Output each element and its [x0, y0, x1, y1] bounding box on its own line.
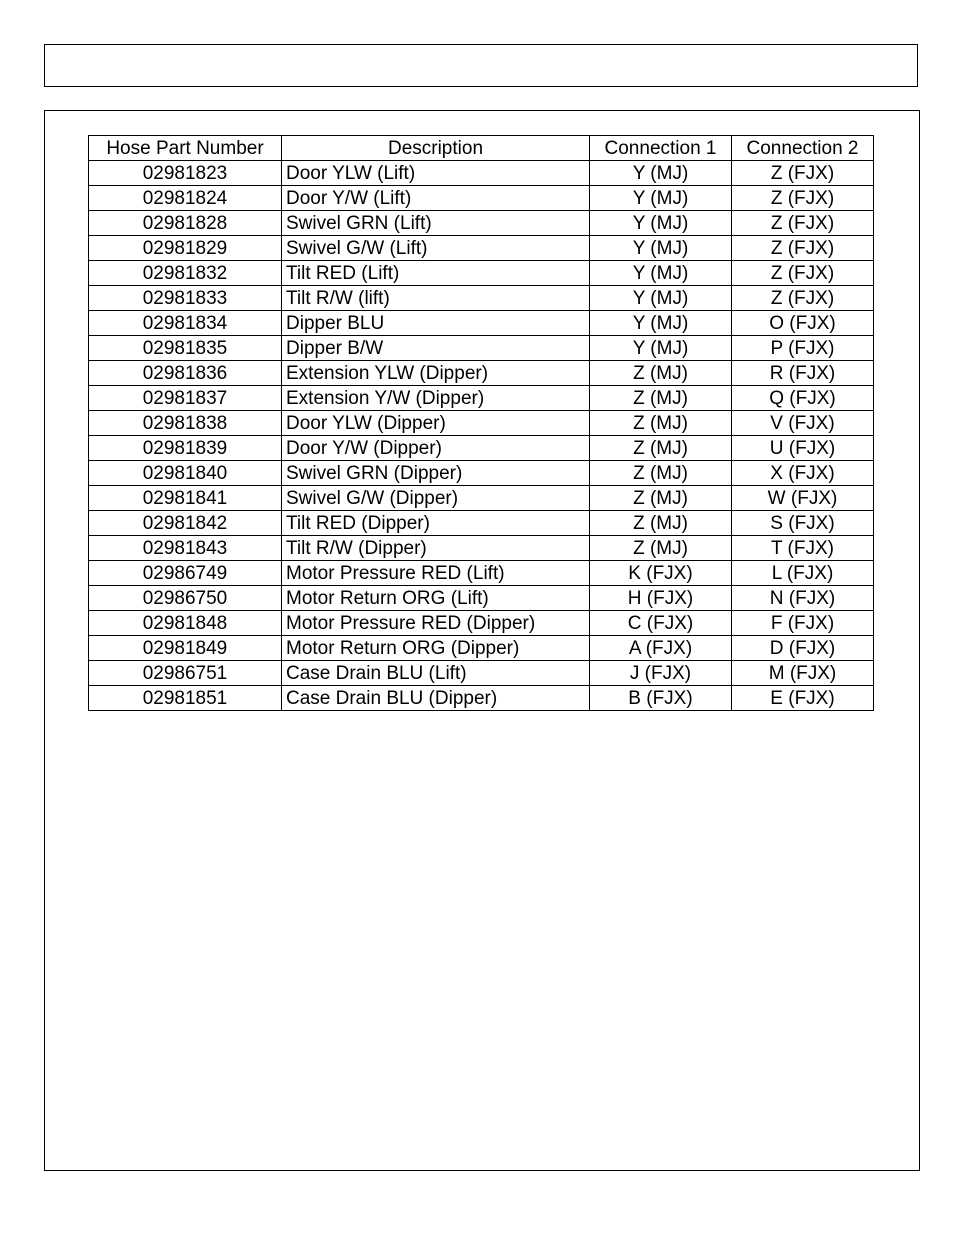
- table-row: [89, 561, 874, 586]
- cell-hose-part-number: 02986749: [89, 561, 282, 586]
- cell-description: Tilt RED (Dipper): [282, 511, 590, 536]
- cell-description: Swivel GRN (Lift): [282, 211, 590, 236]
- table-row: [89, 361, 874, 386]
- cell-connection-2: U (FJX): [732, 436, 874, 461]
- cell-connection-2: P (FJX): [732, 336, 874, 361]
- cell-connection-1: Z (MJ): [590, 461, 732, 486]
- table-row: [89, 311, 874, 336]
- cell-hose-part-number: 02981848: [89, 611, 282, 636]
- cell-connection-2: X (FJX): [732, 461, 874, 486]
- hose-table: [88, 135, 874, 711]
- cell-connection-1: A (FJX): [590, 636, 732, 661]
- table-row: [89, 511, 874, 536]
- header-connection-2: Connection 2: [732, 136, 874, 161]
- cell-hose-part-number: 02981849: [89, 636, 282, 661]
- cell-hose-part-number: 02981829: [89, 236, 282, 261]
- cell-connection-1: Z (MJ): [590, 361, 732, 386]
- cell-connection-2: O (FJX): [732, 311, 874, 336]
- cell-hose-part-number: 02981833: [89, 286, 282, 311]
- cell-description: Motor Pressure RED (Lift): [282, 561, 590, 586]
- cell-hose-part-number: 02981834: [89, 311, 282, 336]
- cell-hose-part-number: 02986750: [89, 586, 282, 611]
- cell-description: Case Drain BLU (Lift): [282, 661, 590, 686]
- cell-connection-2: Z (FJX): [732, 186, 874, 211]
- cell-description: Extension Y/W (Dipper): [282, 386, 590, 411]
- cell-connection-2: Z (FJX): [732, 211, 874, 236]
- table-row: [89, 386, 874, 411]
- cell-hose-part-number: 02981841: [89, 486, 282, 511]
- cell-connection-2: S (FJX): [732, 511, 874, 536]
- cell-connection-1: Y (MJ): [590, 186, 732, 211]
- cell-description: Door YLW (Lift): [282, 161, 590, 186]
- cell-connection-2: R (FJX): [732, 361, 874, 386]
- cell-connection-1: Z (MJ): [590, 511, 732, 536]
- cell-connection-1: K (FJX): [590, 561, 732, 586]
- cell-connection-1: H (FJX): [590, 586, 732, 611]
- cell-description: Tilt R/W (Dipper): [282, 536, 590, 561]
- cell-connection-1: C (FJX): [590, 611, 732, 636]
- cell-connection-2: D (FJX): [732, 636, 874, 661]
- cell-description: Case Drain BLU (Dipper): [282, 686, 590, 711]
- cell-hose-part-number: 02981836: [89, 361, 282, 386]
- cell-connection-1: B (FJX): [590, 686, 732, 711]
- cell-connection-1: Y (MJ): [590, 211, 732, 236]
- cell-connection-2: L (FJX): [732, 561, 874, 586]
- table-row: [89, 411, 874, 436]
- cell-hose-part-number: 02986751: [89, 661, 282, 686]
- cell-connection-1: Z (MJ): [590, 436, 732, 461]
- table-header-row: [89, 136, 874, 161]
- table-row: [89, 586, 874, 611]
- cell-connection-1: Z (MJ): [590, 536, 732, 561]
- table-row: [89, 236, 874, 261]
- cell-hose-part-number: 02981823: [89, 161, 282, 186]
- cell-connection-2: E (FJX): [732, 686, 874, 711]
- cell-connection-1: Y (MJ): [590, 286, 732, 311]
- cell-connection-2: T (FJX): [732, 536, 874, 561]
- cell-connection-2: Z (FJX): [732, 161, 874, 186]
- cell-hose-part-number: 02981828: [89, 211, 282, 236]
- cell-connection-1: Y (MJ): [590, 261, 732, 286]
- table-row: [89, 261, 874, 286]
- cell-description: Dipper B/W: [282, 336, 590, 361]
- cell-description: Door YLW (Dipper): [282, 411, 590, 436]
- table-row: [89, 686, 874, 711]
- cell-connection-1: Y (MJ): [590, 311, 732, 336]
- cell-connection-2: F (FJX): [732, 611, 874, 636]
- cell-connection-2: M (FJX): [732, 661, 874, 686]
- cell-connection-1: Z (MJ): [590, 386, 732, 411]
- cell-connection-1: Z (MJ): [590, 411, 732, 436]
- cell-connection-1: Y (MJ): [590, 236, 732, 261]
- table-row: [89, 636, 874, 661]
- table-row: [89, 186, 874, 211]
- cell-connection-1: Y (MJ): [590, 161, 732, 186]
- cell-description: Swivel G/W (Dipper): [282, 486, 590, 511]
- table-row: [89, 436, 874, 461]
- header-description: Description: [282, 136, 590, 161]
- cell-description: Swivel G/W (Lift): [282, 236, 590, 261]
- cell-connection-2: W (FJX): [732, 486, 874, 511]
- header-connection-1: Connection 1: [590, 136, 732, 161]
- cell-description: Motor Pressure RED (Dipper): [282, 611, 590, 636]
- table-row: [89, 336, 874, 361]
- cell-hose-part-number: 02981837: [89, 386, 282, 411]
- cell-hose-part-number: 02981824: [89, 186, 282, 211]
- cell-connection-1: J (FJX): [590, 661, 732, 686]
- cell-connection-2: Z (FJX): [732, 286, 874, 311]
- cell-description: Tilt RED (Lift): [282, 261, 590, 286]
- table-row: [89, 536, 874, 561]
- cell-connection-2: N (FJX): [732, 586, 874, 611]
- table-body: [89, 161, 874, 711]
- cell-description: Motor Return ORG (Dipper): [282, 636, 590, 661]
- cell-hose-part-number: 02981835: [89, 336, 282, 361]
- page-header-box: [44, 44, 918, 87]
- cell-connection-2: Z (FJX): [732, 261, 874, 286]
- cell-connection-2: Z (FJX): [732, 236, 874, 261]
- cell-description: Dipper BLU: [282, 311, 590, 336]
- cell-description: Swivel GRN (Dipper): [282, 461, 590, 486]
- cell-connection-2: V (FJX): [732, 411, 874, 436]
- table-row: [89, 461, 874, 486]
- cell-connection-1: Y (MJ): [590, 336, 732, 361]
- cell-description: Extension YLW (Dipper): [282, 361, 590, 386]
- cell-connection-1: Z (MJ): [590, 486, 732, 511]
- table-row: [89, 661, 874, 686]
- table-row: [89, 286, 874, 311]
- cell-hose-part-number: 02981843: [89, 536, 282, 561]
- cell-hose-part-number: 02981840: [89, 461, 282, 486]
- header-hose-part-number: Hose Part Number: [89, 136, 282, 161]
- table-row: [89, 611, 874, 636]
- table-row: [89, 161, 874, 186]
- cell-description: Motor Return ORG (Lift): [282, 586, 590, 611]
- cell-connection-2: Q (FJX): [732, 386, 874, 411]
- cell-description: Tilt R/W (lift): [282, 286, 590, 311]
- table-row: [89, 486, 874, 511]
- cell-hose-part-number: 02981839: [89, 436, 282, 461]
- table-row: [89, 211, 874, 236]
- content-box: [44, 110, 920, 1171]
- cell-hose-part-number: 02981851: [89, 686, 282, 711]
- cell-description: Door Y/W (Lift): [282, 186, 590, 211]
- cell-hose-part-number: 02981842: [89, 511, 282, 536]
- cell-hose-part-number: 02981832: [89, 261, 282, 286]
- cell-description: Door Y/W (Dipper): [282, 436, 590, 461]
- cell-hose-part-number: 02981838: [89, 411, 282, 436]
